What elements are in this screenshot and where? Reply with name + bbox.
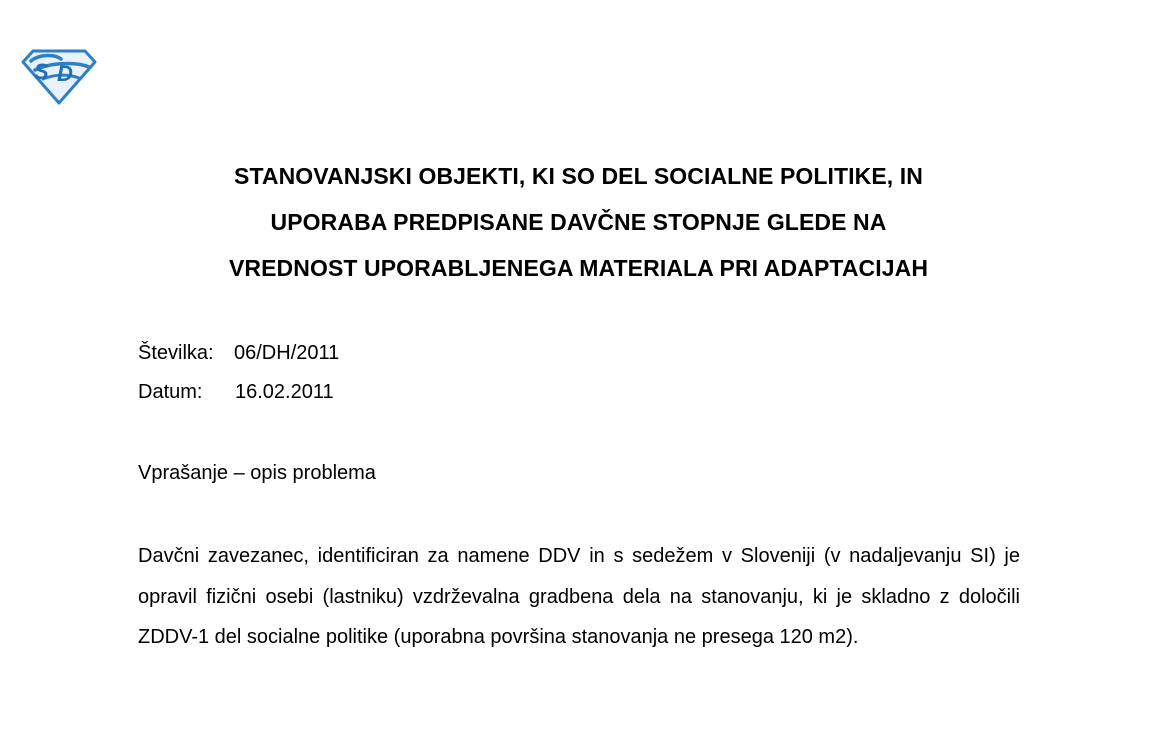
title-line-3: VREDNOST UPORABLJENEGA MATERIALA PRI ADAPTACIJAH bbox=[228, 255, 929, 281]
document-date-label: Datum: bbox=[138, 381, 203, 403]
svg-text:D: D bbox=[57, 61, 73, 86]
document-number-label: Številka: bbox=[138, 342, 214, 364]
title-line-2: UPORABA PREDPISANE DAVČNE STOPNJE GLEDE NA bbox=[270, 209, 887, 235]
sd-shield-logo-icon bbox=[21, 48, 97, 106]
section-heading: Vprašanje – opis problema bbox=[138, 462, 376, 484]
svg-text:S: S bbox=[34, 59, 49, 84]
document-date-row bbox=[138, 380, 334, 404]
document-date-value: 16.02.2011 bbox=[235, 381, 334, 403]
body-paragraph: Davčni zavezanec, identificiran za namene DDV in s sedežem v Sloveniji (v nadaljevanju SI) je opravil fizični osebi (lastniku) vzdrževalna gradbena dela na stanovanju, ki je skladno z določili ZDDV-1 del socialne politike (uporabna površina stanovanja ne presega 120 m2). bbox=[138, 545, 1020, 648]
document-number-value: 06/DH/2011 bbox=[234, 342, 340, 364]
title-line-1: STANOVANJSKI OBJEKTI, KI SO DEL SOCIALNE POLITIKE, IN bbox=[234, 163, 923, 189]
document-title bbox=[100, 153, 1057, 291]
document-number-row bbox=[138, 341, 339, 365]
